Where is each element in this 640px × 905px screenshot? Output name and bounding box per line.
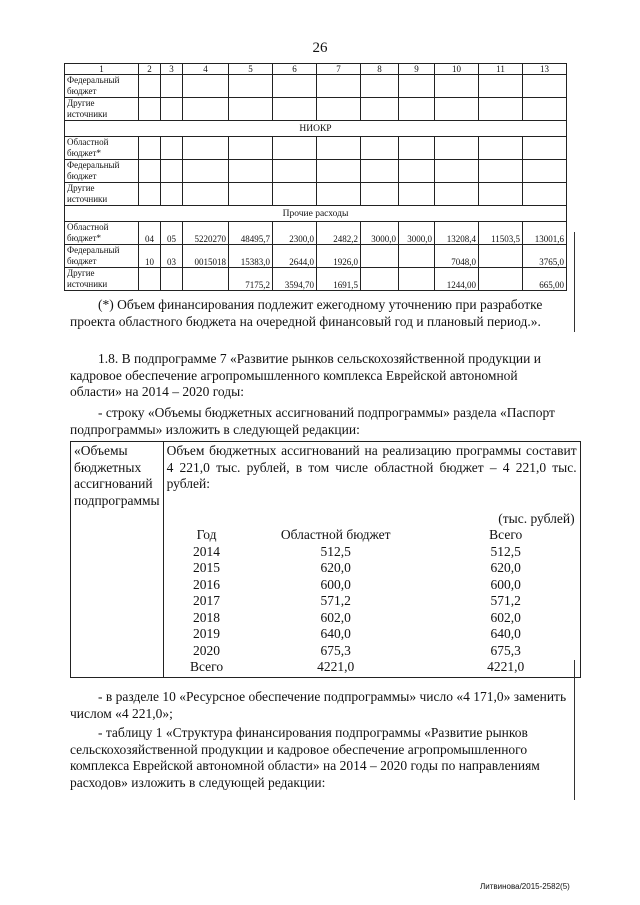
table-cell <box>523 75 567 98</box>
table-cell <box>435 160 479 183</box>
header-cell: 5 <box>229 64 273 75</box>
header-cell: 1 <box>65 64 139 75</box>
table-cell <box>399 98 435 121</box>
table-row <box>65 75 567 98</box>
table-cell: 13001,6 <box>523 222 567 245</box>
year-cell-regional: 675,3 <box>320 642 351 658</box>
year-cell-total: 571,2 <box>490 593 521 608</box>
year-cell-total: 675,3 <box>490 642 521 658</box>
table-cell <box>161 183 183 206</box>
year-cell-total: 640,0 <box>490 626 521 641</box>
table-cell <box>317 98 361 121</box>
table-cell: 7175,2 <box>229 268 273 291</box>
table-cell <box>479 245 523 268</box>
table-cell <box>523 183 567 206</box>
section-row <box>65 121 567 137</box>
year-row <box>177 626 577 643</box>
table-cell <box>273 183 317 206</box>
table-cell <box>229 160 273 183</box>
year-cell-year: 2016 <box>193 576 221 592</box>
table-cell <box>229 183 273 206</box>
passport-left-label: «Объемы бюджетных ассигнований подпрограммы <box>71 442 164 678</box>
table-cell <box>183 160 229 183</box>
table-row <box>65 183 567 206</box>
year-cell-total: 512,5 <box>490 543 521 559</box>
header-cell: 9 <box>399 64 435 75</box>
year-cell-year: 2018 <box>193 609 221 625</box>
table-cell <box>479 75 523 98</box>
table-cell <box>183 268 229 291</box>
paragraph-section10: - в разделе 10 «Ресурсное обеспечение подпрограммы» число «4 171,0» заменить числом «4 221,0»; <box>70 689 567 721</box>
table-cell <box>139 183 161 206</box>
table-cell <box>139 268 161 291</box>
table-cell <box>161 98 183 121</box>
passport-table <box>70 441 581 678</box>
year-row <box>177 577 577 594</box>
paragraph-table1: - таблицу 1 «Структура финансирования подпрограммы «Развитие рынков сельскохозяйственной продукции и кадровое обеспечение агропромышленного комплекса Еврейской автономной области» на 2014 – 2020 годы по направлениям расходов» изложить в следующей редакции: <box>70 725 540 790</box>
table-row <box>65 222 567 245</box>
col-year-header: Год <box>196 527 217 542</box>
table-cell: 0015018 <box>183 245 229 268</box>
footer-reference: Литвинова/2015-2582(5) <box>480 882 570 891</box>
table-cell: 5220270 <box>183 222 229 245</box>
table-cell: 3765,0 <box>523 245 567 268</box>
table-cell <box>161 268 183 291</box>
table-cell <box>161 75 183 98</box>
table-cell <box>479 183 523 206</box>
table-cell <box>183 183 229 206</box>
table-cell <box>435 98 479 121</box>
table-cell <box>361 98 399 121</box>
year-cell-regional: 620,0 <box>320 560 351 575</box>
table-cell <box>183 75 229 98</box>
table-cell <box>399 75 435 98</box>
table-cell <box>317 75 361 98</box>
table-cell: 2482,2 <box>317 222 361 245</box>
table-cell <box>161 137 183 160</box>
paragraph-row-instruction: - строку «Объемы бюджетных ассигнований подпрограммы» раздела «Паспорт подпрограммы» изложить в следующей редакции: <box>70 405 555 437</box>
year-cell-total: 4221,0 <box>487 659 525 674</box>
table-cell <box>523 98 567 121</box>
year-row <box>177 544 577 561</box>
table-cell <box>435 75 479 98</box>
table-cell <box>399 245 435 268</box>
year-cell-regional: 600,0 <box>320 576 351 592</box>
year-cell-year: Всего <box>190 659 224 674</box>
table-cell <box>273 137 317 160</box>
table-cell: 7048,0 <box>435 245 479 268</box>
table-cell: 3000,0 <box>399 222 435 245</box>
table-cell <box>229 98 273 121</box>
table-cell: 3000,0 <box>361 222 399 245</box>
year-cell-year: 2017 <box>193 593 221 608</box>
table-cell: 05 <box>161 222 183 245</box>
year-row <box>177 643 577 660</box>
header-cell: 13 <box>523 64 567 75</box>
page-number: 26 <box>312 40 328 56</box>
table-cell <box>435 137 479 160</box>
row-label: Федеральный бюджет <box>65 245 139 268</box>
table-row <box>65 245 567 268</box>
year-cell-year: 2020 <box>193 642 221 658</box>
footnote-text: (*) Объем финансирования подлежит ежегодному уточнению при разработке проекта областного бюджета на очередной финансовый год и плановый период.». <box>70 297 543 329</box>
year-cell-total: 602,0 <box>490 609 521 625</box>
header-cell: 7 <box>317 64 361 75</box>
table-cell <box>399 137 435 160</box>
table-cell: 10 <box>139 245 161 268</box>
header-cell: 2 <box>139 64 161 75</box>
year-row <box>177 659 577 676</box>
table-row <box>65 98 567 121</box>
table-cell: 1244,00 <box>435 268 479 291</box>
table-cell: 03 <box>161 245 183 268</box>
table-cell: 11503,5 <box>479 222 523 245</box>
table-cell <box>183 137 229 160</box>
table-header-row <box>65 64 567 75</box>
table-cell: 3594,70 <box>273 268 317 291</box>
table-cell <box>523 137 567 160</box>
header-cell: 10 <box>435 64 479 75</box>
table-cell <box>139 137 161 160</box>
table-cell <box>273 98 317 121</box>
section-row <box>65 206 567 222</box>
table-cell: 2644,0 <box>273 245 317 268</box>
table-cell <box>399 183 435 206</box>
section-title: НИОКР <box>65 121 567 137</box>
year-cell-year: 2015 <box>193 560 221 575</box>
table-cell <box>361 137 399 160</box>
passport-content <box>163 442 580 678</box>
table-cell <box>361 268 399 291</box>
year-row <box>177 560 577 577</box>
table-cell: 04 <box>139 222 161 245</box>
row-label: Другие источники <box>65 183 139 206</box>
margin-line <box>574 232 575 332</box>
year-cell-regional: 4221,0 <box>317 659 355 674</box>
col-regional-header: Областной бюджет <box>280 527 391 542</box>
row-label: Федеральный бюджет <box>65 160 139 183</box>
table-cell <box>183 98 229 121</box>
table-cell <box>139 75 161 98</box>
table-cell <box>273 75 317 98</box>
table-cell <box>139 160 161 183</box>
table-cell: 665,00 <box>523 268 567 291</box>
margin-line <box>574 660 575 800</box>
table-cell <box>139 98 161 121</box>
year-cell-regional: 571,2 <box>320 593 351 608</box>
table-row <box>65 268 567 291</box>
table-cell: 2300,0 <box>273 222 317 245</box>
budget-table <box>64 63 567 291</box>
table-row <box>65 160 567 183</box>
section-title: Прочие расходы <box>65 206 567 222</box>
paragraph-1-8: 1.8. В подпрограмме 7 «Развитие рынков сельскохозяйственной продукции и кадровое обеспечение агропромышленного комплекса Еврейской автономной области» на 2014 – 2020 годы: <box>70 351 541 399</box>
table-cell <box>479 268 523 291</box>
table-cell <box>229 75 273 98</box>
year-cell-total: 600,0 <box>490 576 521 592</box>
year-cell-regional: 512,5 <box>320 543 351 559</box>
year-row <box>177 610 577 627</box>
year-cell-regional: 640,0 <box>320 626 351 641</box>
row-label: Другие источники <box>65 268 139 291</box>
row-label: Федеральный бюджет <box>65 75 139 98</box>
table-cell <box>317 137 361 160</box>
year-cell-year: 2019 <box>193 626 221 641</box>
row-label: Областной бюджет* <box>65 222 139 245</box>
table-cell <box>523 160 567 183</box>
year-cell-total: 620,0 <box>490 560 521 575</box>
year-table <box>177 511 577 676</box>
table-cell <box>361 160 399 183</box>
row-label: Другие источники <box>65 98 139 121</box>
year-row <box>177 593 577 610</box>
table-cell <box>273 160 317 183</box>
table-cell <box>317 160 361 183</box>
table-cell <box>361 75 399 98</box>
table-cell <box>479 160 523 183</box>
table-cell <box>479 98 523 121</box>
table-cell: 48495,7 <box>229 222 273 245</box>
table-cell <box>399 160 435 183</box>
table-cell: 15383,0 <box>229 245 273 268</box>
year-cell-year: 2014 <box>193 543 221 559</box>
table-cell <box>479 137 523 160</box>
table-cell <box>399 268 435 291</box>
table-cell <box>317 183 361 206</box>
header-cell: 11 <box>479 64 523 75</box>
row-label: Областной бюджет* <box>65 137 139 160</box>
col-total-header: Всего <box>489 527 523 542</box>
year-cell-regional: 602,0 <box>320 609 351 625</box>
passport-intro: Объем бюджетных ассигнований на реализацию программы составит 4 221,0 тыс. рублей, в том числе областной бюджет – 4 221,0 тыс. рублей: <box>166 443 577 491</box>
table-cell <box>435 183 479 206</box>
unit-label: (тыс. рублей) <box>498 510 575 526</box>
table-cell: 1691,5 <box>317 268 361 291</box>
table-cell <box>161 160 183 183</box>
table-cell <box>229 137 273 160</box>
header-cell: 6 <box>273 64 317 75</box>
header-cell: 4 <box>183 64 229 75</box>
table-cell <box>361 245 399 268</box>
header-cell: 3 <box>161 64 183 75</box>
header-cell: 8 <box>361 64 399 75</box>
table-cell: 1926,0 <box>317 245 361 268</box>
table-cell <box>361 183 399 206</box>
table-row <box>65 137 567 160</box>
table-cell: 13208,4 <box>435 222 479 245</box>
